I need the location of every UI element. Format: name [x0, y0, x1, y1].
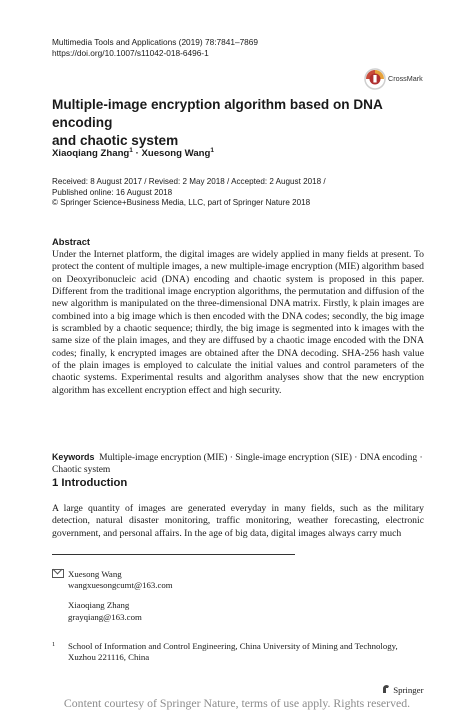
author-list	[52, 147, 214, 159]
dates-line: Published online: 16 August 2018	[52, 187, 173, 197]
keywords-label: Keywords	[52, 452, 95, 462]
keywords-section	[52, 451, 424, 477]
envelope-icon	[52, 569, 64, 578]
springer-logo	[381, 684, 424, 695]
author-separator: ·	[132, 148, 142, 160]
abstract-heading: Abstract	[52, 236, 91, 247]
affiliation-marker: 1	[210, 147, 215, 154]
courtesy-notice: Content courtesy of Springer Nature, terms of use apply. Rights reserved.	[63, 696, 411, 710]
crossmark-label: CrossMark	[388, 74, 423, 83]
title-line: and chaotic system	[52, 133, 179, 148]
introduction-text: A large quantity of images are generated everyday in many fields, such as the military detection, natural disaster monitoring, traffic monitoring, weather forecasting, electronic government, and personal affairs. In the age of big data, digital images always carry much	[52, 503, 424, 539]
author-name[interactable]: Xuesong Wang	[141, 148, 211, 160]
affiliation-line: School of Information and Control Engineering, China University of Mining and Technology,	[68, 641, 398, 651]
paper-title	[52, 96, 432, 150]
journal-header	[52, 37, 258, 59]
journal-citation: Multimedia Tools and Applications (2019) 78:7841–7869	[52, 37, 259, 47]
coauthor-email[interactable]: grayqiang@163.com	[68, 611, 142, 622]
crossmark-icon	[364, 68, 386, 90]
publisher-name: Springer	[393, 685, 424, 695]
corresponding-author-name: Xuesong Wang	[68, 569, 122, 579]
keywords-text: Multiple-image encryption (MIE) · Single-image encryption (SIE) · DNA encoding · Chaotic system	[52, 453, 423, 476]
author-name[interactable]: Xiaoqiang Zhang	[52, 148, 130, 160]
affiliation-line: Xuzhou 221116, China	[68, 652, 150, 663]
copyright-line: © Springer Science+Business Media, LLC, part of Springer Nature 2018	[52, 198, 311, 208]
dates-line: Received: 8 August 2017 / Revised: 2 May 2018 / Accepted: 2 August 2018 /	[52, 177, 326, 186]
section-heading: 1 Introduction	[52, 477, 128, 489]
title-line: Multiple-image encryption algorithm based on DNA encoding	[52, 97, 383, 130]
abstract-text: Under the Internet platform, the digital images are widely applied in many fields at present. To protect the content of multiple images, a new multiple-image encryption (MIE) algorithm based on Deoxyribonucleic acid (DNA) encoding and chaotic system is proposed in this paper. Different from the traditional image encryption algorithms, the permutation and diffusion of the new algorithm is manipulated on the three-dimensional DNA matrix. Firstly, k plain images are combined into a big image which is then encoded with the DNA codes; secondly, the big image is scrambled by a chaotic sequence; thirdly, the big image is segmented into k images with the same size of the plain images, and they are diffused by a chaotic image encoded with the DNA codes; finally, k encrypted images are obtained after the DNA decoding. SHA-256 hash value of the plain images is employed to calculate the initial values and control parameters of the chaotic systems. Experimental results and algorithm analyses show that the new encryption algorithm has excellent encryption effect and high security.	[52, 249, 424, 396]
affiliation-marker: 1	[129, 147, 133, 154]
coauthor-name: Xiaoqiang Zhang	[68, 600, 130, 611]
publication-dates	[52, 177, 326, 209]
affiliation-number: 1	[52, 641, 56, 648]
doi-link[interactable]: https://doi.org/10.1007/s11042-018-6496-1	[52, 48, 209, 58]
footnote-divider	[52, 554, 295, 555]
springer-horse-icon	[381, 684, 391, 694]
corresponding-author-email[interactable]: wangxuesongcumt@163.com	[68, 580, 173, 591]
correspondence-block	[52, 569, 173, 622]
crossmark-badge[interactable]	[364, 68, 428, 90]
spacer	[68, 591, 268, 600]
